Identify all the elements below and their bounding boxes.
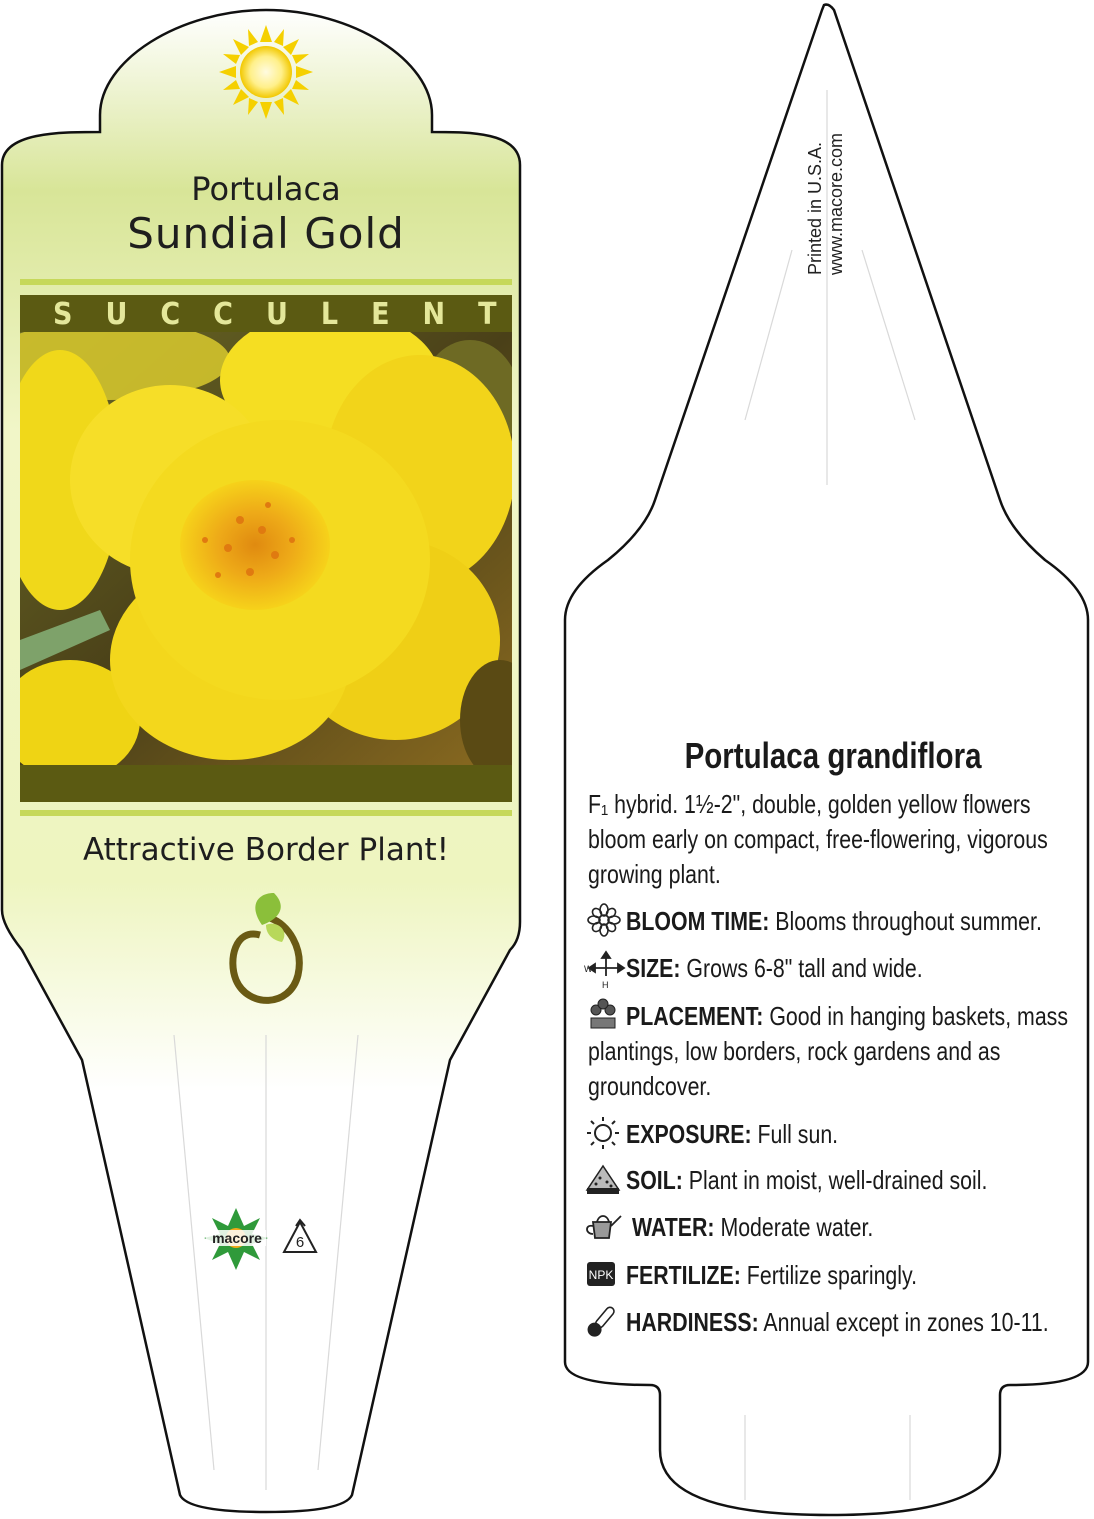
care-soil-label: SOIL:	[626, 1165, 683, 1195]
description-line-2: bloom early on compact, free-flowering, vigorous	[588, 824, 1048, 854]
svg-text:W: W	[584, 964, 593, 974]
care-water	[632, 1210, 1017, 1245]
care-exposure-label: EXPOSURE:	[626, 1119, 752, 1149]
genus-name: Portulaca	[191, 170, 341, 208]
care-water-text: Moderate water.	[720, 1212, 874, 1242]
care-placement-cont2: groundcover.	[588, 1071, 712, 1101]
care-soil	[626, 1163, 1011, 1198]
care-hardiness-label: HARDINESS:	[626, 1307, 759, 1337]
accent-line-top	[20, 279, 512, 285]
photo-bottom-band	[20, 765, 512, 802]
care-exposure	[626, 1117, 1011, 1152]
care-bloom	[626, 904, 1042, 939]
care-fertilize-label: FERTILIZE:	[626, 1260, 741, 1290]
sun-graphic	[219, 25, 313, 119]
care-water-label: WATER:	[632, 1212, 715, 1242]
care-bloom-label: BLOOM TIME:	[626, 906, 770, 936]
npk-icon	[587, 1262, 615, 1286]
care-size	[626, 951, 1011, 986]
care-exposure-text: Full sun.	[757, 1119, 839, 1149]
care-placement	[626, 999, 1068, 1034]
print-info	[805, 45, 849, 275]
description-line-3: growing plant.	[588, 859, 721, 889]
flower-photo	[0, 310, 540, 780]
description-line-1: F₁ hybrid. 1½-2", double, golden yellow flowers	[588, 789, 1031, 819]
care-bloom-text: Blooms throughout summer.	[775, 906, 1042, 936]
svg-text:H: H	[602, 980, 609, 990]
website: www.macore.com	[826, 132, 846, 275]
care-placement-label: PLACEMENT:	[626, 1001, 764, 1031]
svg-text:NPK: NPK	[588, 1268, 614, 1282]
care-fertilize	[626, 1258, 1011, 1293]
care-hardiness	[626, 1305, 1049, 1340]
care-size-text: Grows 6-8" tall and wide.	[686, 953, 923, 983]
care-fertilize-text: Fertilize sparingly.	[746, 1260, 918, 1290]
care-hardiness-text: Annual except in zones 10-11.	[763, 1307, 1049, 1337]
care-size-label: SIZE:	[626, 953, 681, 983]
care-soil-text: Plant in moist, well-drained soil.	[688, 1165, 988, 1195]
recycle-code: 6	[295, 1234, 305, 1251]
care-placement-cont1: plantings, low borders, rock gardens and as	[588, 1036, 1001, 1066]
brand-name: macore	[212, 1230, 262, 1246]
botanical-name: Portulaca grandiflora	[684, 735, 982, 776]
accent-line-bottom	[20, 810, 512, 816]
care-placement-text: Good in hanging baskets, mass	[769, 1001, 1068, 1031]
tagline: Attractive Border Plant!	[82, 832, 450, 868]
print-country: Printed in U.S.A.	[805, 141, 825, 275]
variety-name: Sundial Gold	[127, 209, 405, 258]
category-label: SUCCULENT	[53, 297, 530, 332]
